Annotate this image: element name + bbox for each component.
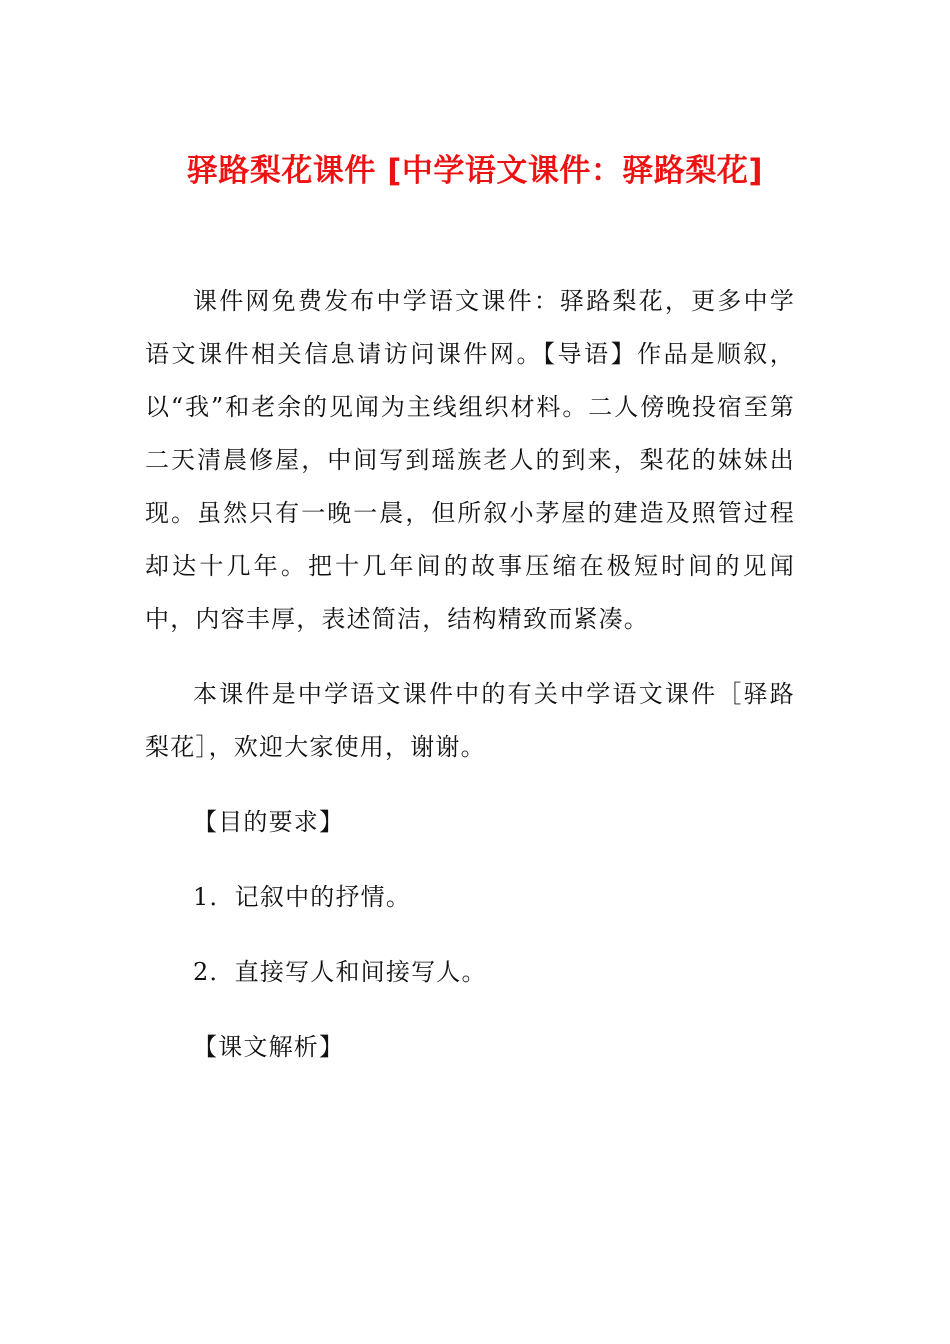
objective-item-1: 1．记叙中的抒情。: [193, 883, 412, 911]
usage-paragraph: 本课件是中学语文课件中的有关中学语文课件［驿路梨花］，欢迎大家使用，谢谢。: [145, 680, 795, 761]
intro-paragraph: 课件网免费发布中学语文课件：驿路梨花，更多中学语文课件相关信息请访问课件网。【导语】作品是顺叙，以“我”和老余的见闻为主线组织材料。二人傍晚投宿至第二天清晨修屋，中间写到瑶族老人的到来，梨花的妹妹出现。虽然只有一晚一晨，但所叙小茅屋的建造及照管过程却达十几年。把十几年间的故事压缩在极短时间的见闻中，内容丰厚，表述简洁，结构精致而紧凑。: [145, 287, 795, 633]
document-body: [145, 275, 795, 1096]
document-title: 驿路梨花课件 [中学语文课件：驿路梨花]: [186, 153, 764, 189]
section-heading-objectives: 【目的要求】: [193, 808, 345, 836]
objective-item-2: 2．直接写人和间接写人。: [193, 958, 487, 986]
section-heading-analysis: 【课文解析】: [193, 1033, 345, 1061]
